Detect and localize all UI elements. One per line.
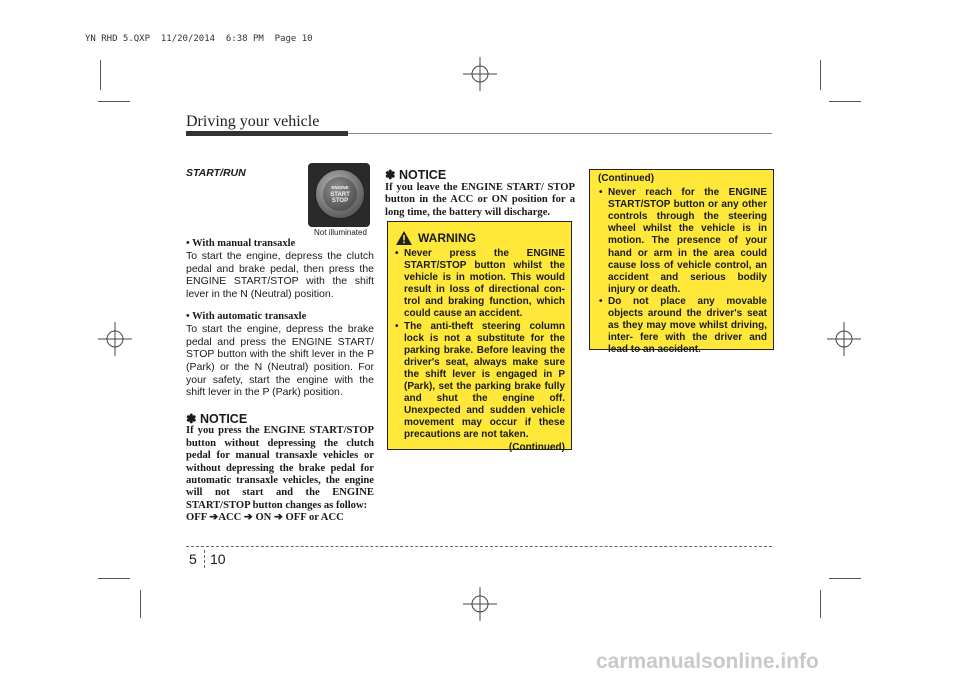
manual-text: To start the engine, depress the clutch pedal and brake pedal, then press the ENGINE START/STOP with the shift lever in the N (Neutral) position. bbox=[186, 250, 374, 300]
warning-item: • The anti-theft steering column lock is not a substitute for the parking brake. Before leaving the driver's seat, always make sure the shift lever is engaged in P (Park), set the parking brake fully and shut the engine off. Unexpected and sudden vehicle movement may occur if these precautions are not taken. bbox=[391, 321, 565, 442]
crop-mark bbox=[98, 101, 130, 102]
crop-mark bbox=[829, 578, 861, 579]
page-header-title: Driving your vehicle bbox=[186, 113, 320, 130]
page-section-number: 5 bbox=[189, 551, 197, 567]
warning-continued: (Continued) bbox=[508, 441, 565, 453]
footer-rule bbox=[186, 546, 772, 547]
crop-mark bbox=[140, 590, 141, 618]
image-caption: Not illuminated bbox=[314, 228, 367, 237]
button-label-engine: ENGINE bbox=[331, 185, 349, 190]
warning-item: • Do not place any movable objects around the driver's seat as they may move whilst driving, inter- fere with the driver and lead to an accident. bbox=[595, 296, 767, 356]
crop-mark bbox=[829, 101, 861, 102]
notice-text: If you leave the ENGINE START/ STOP button in the ACC or ON position for a long time, the battery will discharge. bbox=[385, 182, 575, 218]
header-rule-light bbox=[348, 133, 772, 134]
warning-item: • Never press the ENGINE START/STOP button whilst the vehicle is in motion. This would result in loss of directional con- trol and braking function, which could cause an accident. bbox=[391, 248, 565, 321]
print-slug-line: YN RHD 5.QXP 11/20/2014 6:38 PM Page 10 bbox=[85, 34, 313, 44]
crop-mark bbox=[98, 578, 130, 579]
column-left bbox=[186, 167, 374, 525]
header-rule-dark bbox=[186, 131, 348, 136]
warning-title: WARNING bbox=[418, 231, 476, 245]
button-label-start: START bbox=[330, 191, 350, 198]
page-number: 10 bbox=[210, 551, 226, 567]
warning-item: • Never reach for the ENGINE START/STOP button or any other controls through the steering wheel whilst the vehicle is in motion. The presence of your hand or arm in the area could cause loss of vehicle control, an accident and serious bodily injury or death. bbox=[595, 187, 767, 296]
auto-heading: • With automatic transaxle bbox=[186, 310, 307, 322]
continued-label: (Continued) bbox=[598, 173, 655, 184]
registration-target-icon bbox=[827, 322, 861, 356]
notice-sequence: OFF ➔ACC ➔ ON ➔ OFF or ACC bbox=[186, 512, 344, 524]
notice-title: ✽ NOTICE bbox=[385, 168, 447, 182]
auto-text: To start the engine, depress the brake pedal and press the ENGINE START/ STOP button with the shift lever in the P (Park) or the N (Neutral) position. For your safety, start the engine with the shift lever in the P (Park) position. bbox=[186, 323, 374, 399]
notice-text: If you press the ENGINE START/STOP button without depressing the clutch pedal for manual transaxle vehicles or without depressing the brake pedal for automatic transaxle vehicles, the engine will not start and the ENGINE START/STOP button changes as follow: bbox=[186, 425, 374, 511]
button-label-stop: STOP bbox=[331, 198, 349, 204]
registration-target-icon bbox=[463, 587, 497, 621]
continued-warning-box bbox=[589, 169, 774, 356]
crop-mark bbox=[100, 60, 101, 90]
mode-heading: START/RUN bbox=[186, 167, 246, 179]
warning-box bbox=[387, 221, 572, 453]
registration-target-icon bbox=[463, 57, 497, 91]
warning-triangle-icon bbox=[396, 231, 412, 245]
manual-heading: • With manual transaxle bbox=[186, 237, 296, 249]
page-number-divider bbox=[204, 550, 205, 568]
registration-target-icon bbox=[98, 322, 132, 356]
crop-mark bbox=[820, 60, 821, 90]
crop-mark bbox=[820, 590, 821, 618]
watermark: carmanualsonline.info bbox=[596, 650, 819, 673]
column-middle bbox=[385, 167, 575, 219]
notice-title: ✽ NOTICE bbox=[186, 411, 248, 426]
